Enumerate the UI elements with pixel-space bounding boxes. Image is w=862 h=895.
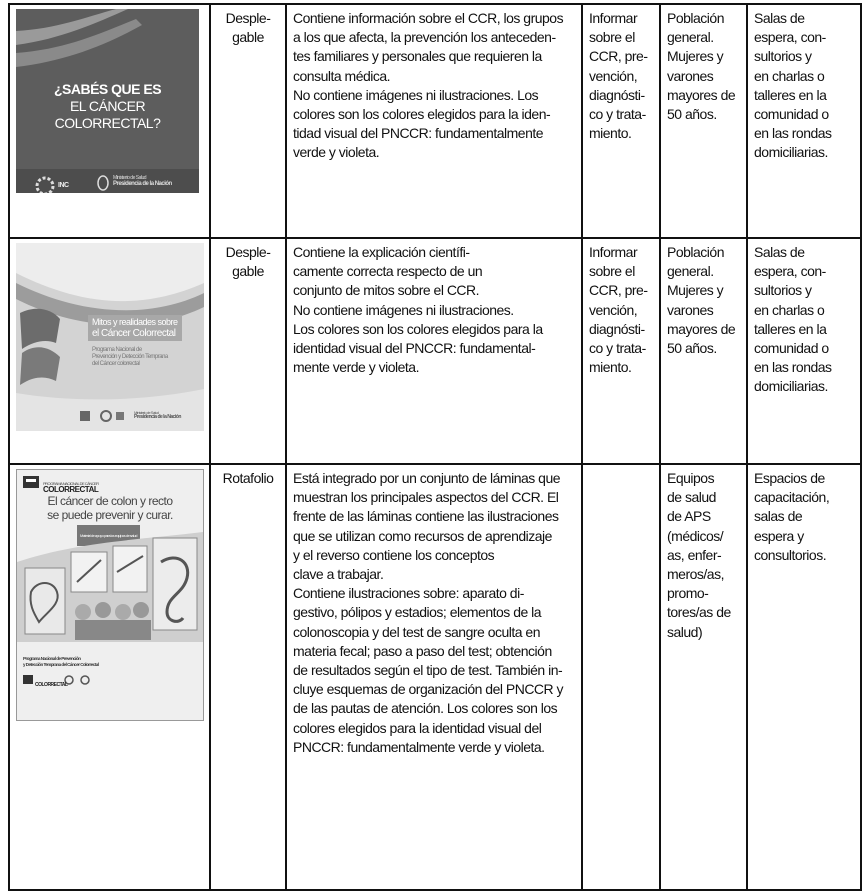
description-cell: Está integrado por un conjunto de láminas que muestran los principales aspectos del CCR. El frente de las láminas contiene las ilustraciones que se utilizan como recursos de aprendizaje y el reverso contiene los conceptos clave a trabajar. Contiene ilustraciones sobre: aparato di- gestivo, pólipos y estadios; elementos de la colonoscopia y del test de sangre oculta en materia fecal; paso a paso del test; obtención de resultados según el tipo de test. También in- cluye esquemas de organización del PNCCR y de las pautas de atención. Los colores son los colores elegidos para la identidad visual del PNCCR: fundamentalmente verde y violeta. xyxy=(286,464,582,890)
audience-cell: Equipos de salud de APS (médicos/ as, enfer- meros/as, promo- tores/as de salud) xyxy=(660,464,747,890)
cover-cell xyxy=(9,4,210,238)
type-cell: Desple- gable xyxy=(210,4,286,238)
cover-band: Material de apoyo para los equipos de salud xyxy=(77,525,140,546)
type-cell: Rotafolio xyxy=(210,464,286,890)
ministry-text: Presidencia de la Nación xyxy=(134,414,181,420)
cover-title-line: EL CÁNCER xyxy=(69,98,146,114)
cover-title xyxy=(16,81,199,132)
cover-title-line: el Cáncer Colorrectal xyxy=(92,328,176,339)
cover-title xyxy=(17,494,203,522)
place-cell: Salas de espera, con- sultorios y en charlas o talleres en la comunidad o en las rondas domiciliarias. xyxy=(747,4,861,238)
cover-title-line: ¿SABÉS QUE ES xyxy=(53,81,162,97)
cover-title-line: El cáncer de colon y recto xyxy=(47,494,173,508)
program-logo-icon xyxy=(23,476,39,488)
table-row xyxy=(9,4,861,238)
flipchart-cover-image xyxy=(16,469,204,721)
national-shield-icon xyxy=(96,175,110,191)
objective-cell: Informar sobre el CCR, pre- vención, diagnósti- co y trata- miento. xyxy=(582,4,660,238)
table-row xyxy=(9,464,861,890)
brand-text: COLORRECTAL xyxy=(43,485,99,494)
illustrations-collage xyxy=(17,532,203,642)
ministry-label xyxy=(113,175,172,187)
cover-subtitle: Programa Nacional de Prevención y Detección Temprana del Cáncer colorrectal xyxy=(92,347,168,367)
description-cell: Contiene información sobre el CCR, los grupos a los que afecta, la prevención los anteceden- tes familiares y personales que requieren la consulta médica. No contiene imágenes ni ilustraciones. Los colores son los colores elegidos para la iden- tidad visual del PNCCR: fundamentalmente verde y violeta. xyxy=(286,4,582,238)
brochure-cover-image xyxy=(16,9,199,193)
cover-cell xyxy=(9,238,210,464)
objective-cell: Informar sobre el CCR, pre- vención, diagnósti- co y trata- miento. xyxy=(582,238,660,464)
cover-title-line: Mitos y realidades sobre xyxy=(92,317,178,327)
cover-title-line: COLORRECTAL? xyxy=(54,115,161,131)
audience-cell: Población general. Mujeres y varones mayores de 50 años. xyxy=(660,4,747,238)
ministry-text: Presidencia de la Nación xyxy=(113,181,172,187)
brochure-cover-image xyxy=(16,243,204,431)
cover-title xyxy=(88,315,182,341)
program-logos-icon xyxy=(80,409,130,423)
cover-title-line: se puede prevenir y curar. xyxy=(47,508,173,522)
cover-cell xyxy=(9,464,210,890)
table-row xyxy=(9,238,861,464)
materials-table xyxy=(8,3,862,891)
type-cell: Desple- gable xyxy=(210,238,286,464)
brand-small-text: PROGRAMA NACIONAL DE CÁNCER xyxy=(43,481,99,486)
ministry-small-text: Ministerio de Salud xyxy=(113,175,147,181)
audience-cell: Población general. Mujeres y varones mayores de 50 años. xyxy=(660,238,747,464)
place-cell: Espacios de capacitación, salas de espera y consultorios. xyxy=(747,464,861,890)
program-name-text: Programa Nacional de Prevención y Detección Temprana del Cáncer Colorrectal xyxy=(23,656,99,667)
ministry-label xyxy=(134,410,181,420)
inc-logo-icon xyxy=(34,175,60,193)
inc-logo-text: INC xyxy=(58,182,69,189)
footer-brand-text: COLORRECTAL xyxy=(35,682,68,688)
ministry-small-text: Ministerio de Salud xyxy=(134,410,159,415)
objective-cell xyxy=(582,464,660,890)
place-cell: Salas de espera, con- sultorios y en charlas o talleres en la comunidad o en las rondas domiciliarias. xyxy=(747,238,861,464)
description-cell: Contiene la explicación científi- camente correcta respecto de un conjunto de mitos sobre el CCR. No contiene imágenes ni ilustraciones. Los colores son los colores elegidos para la identidad visual del PNCCR: fundamental- mente verde y violeta. xyxy=(286,238,582,464)
